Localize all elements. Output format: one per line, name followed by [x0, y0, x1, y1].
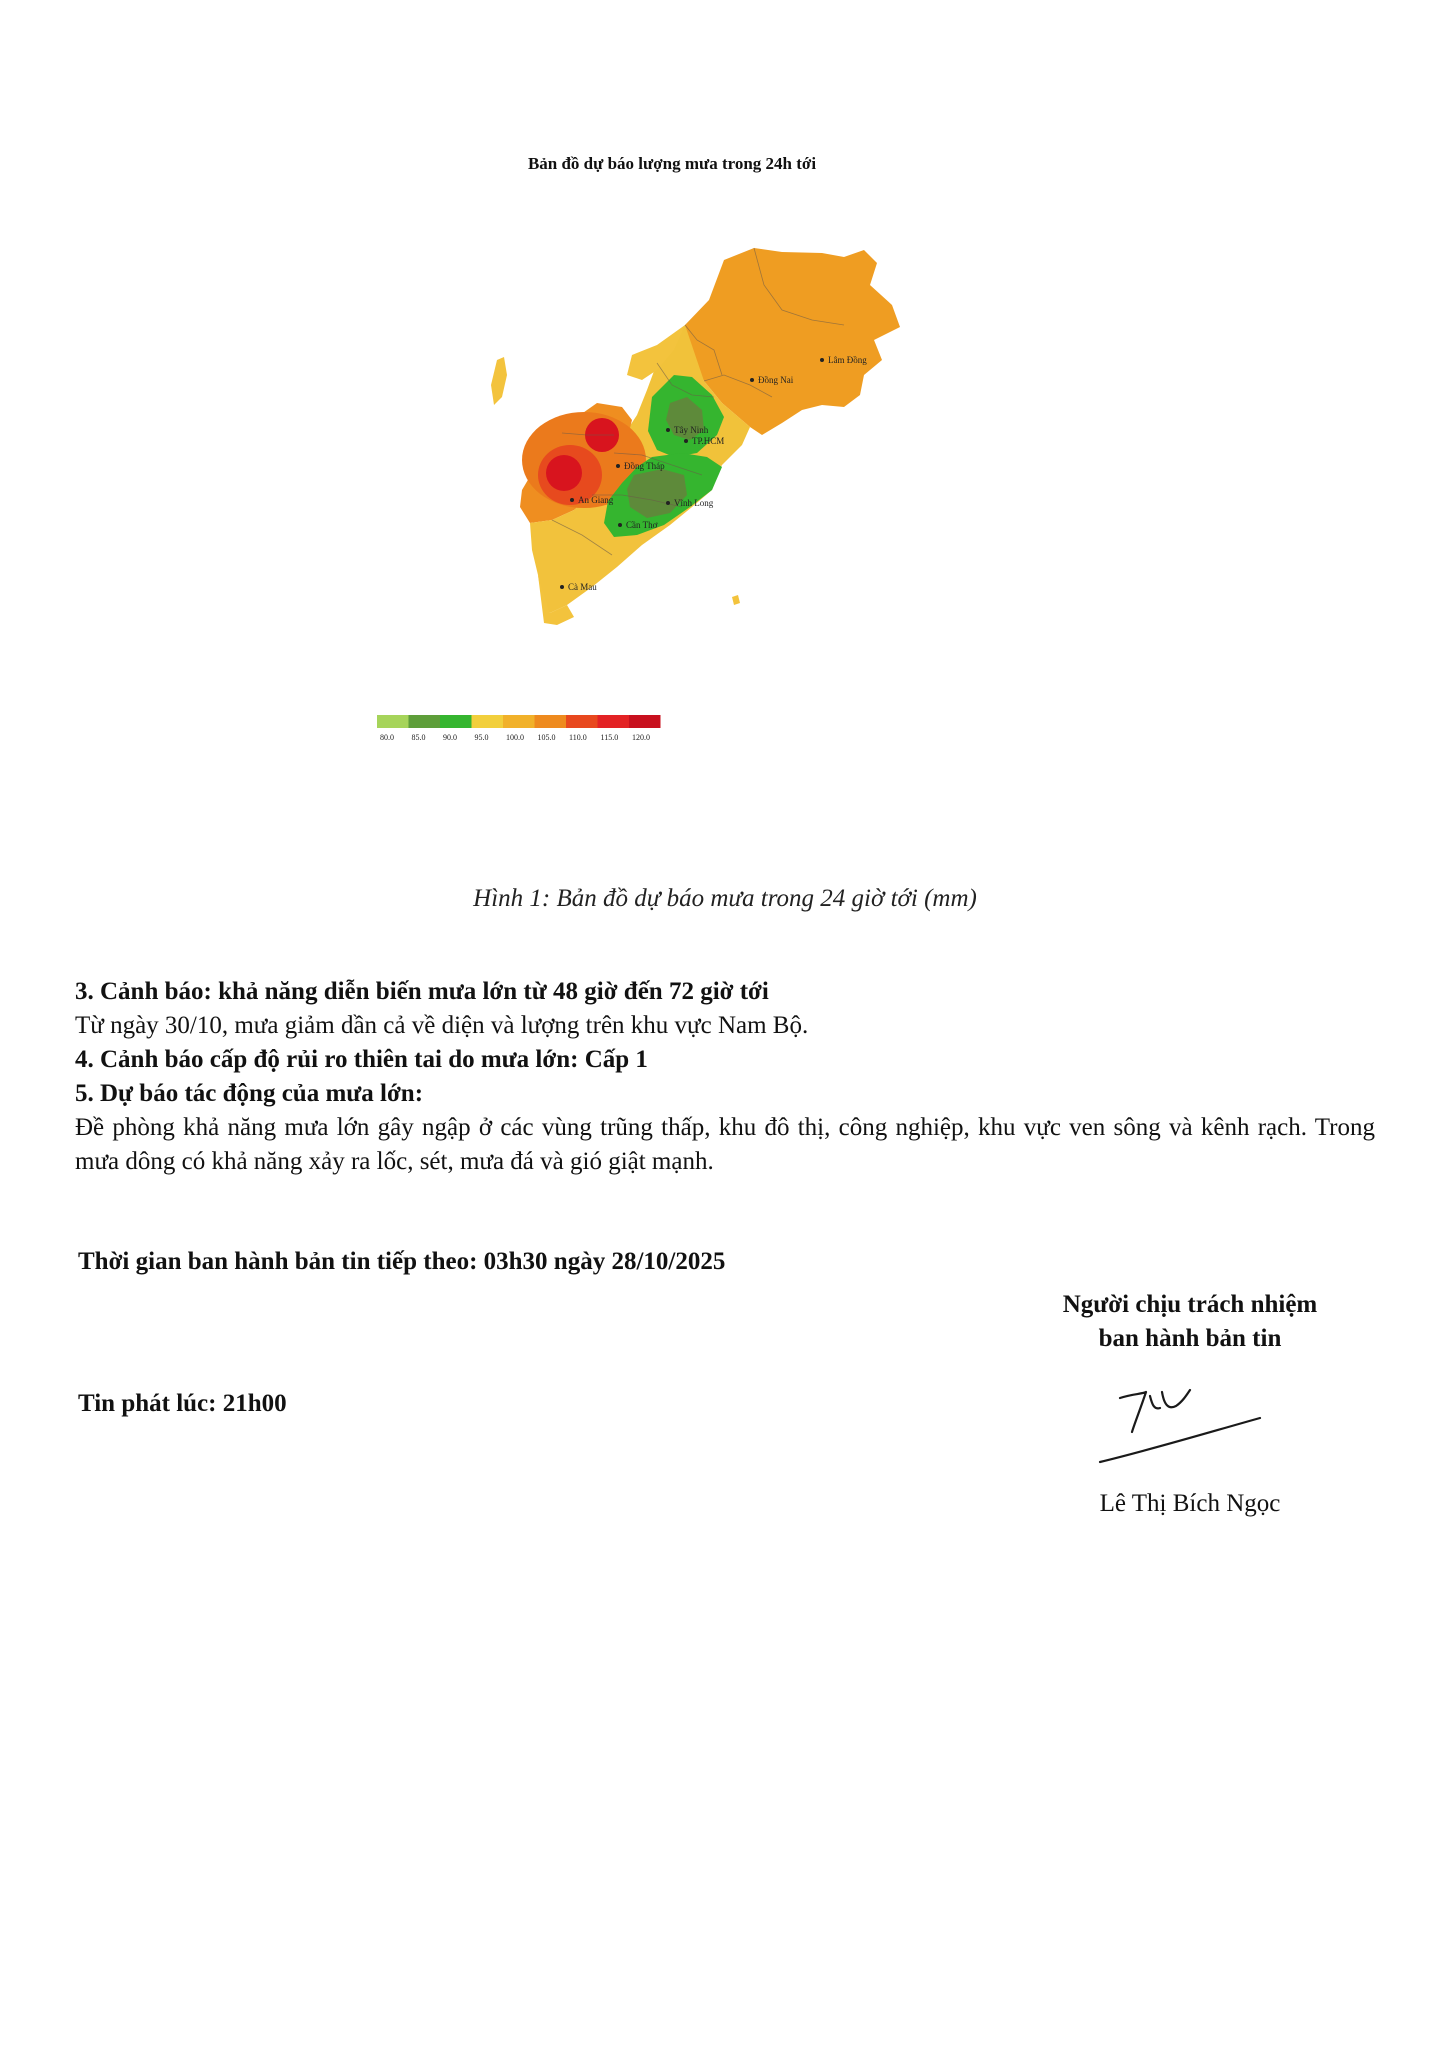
legend-tick-label: 80.0 — [380, 733, 394, 742]
label-ca-mau: Cà Mau — [568, 582, 597, 592]
island-con-dao — [732, 595, 740, 605]
legend-tick-label: 90.0 — [443, 733, 457, 742]
signer-name: Lê Thị Bích Ngọc — [1099, 1490, 1281, 1517]
label-tay-ninh: Tây Ninh — [674, 425, 709, 435]
legend-swatch — [566, 715, 598, 728]
map-legend — [377, 715, 661, 742]
legend-swatch — [409, 715, 441, 728]
label-can-tho: Cần Thơ — [626, 520, 658, 530]
zone-red-an-giang — [546, 455, 582, 491]
bulletin-body — [75, 975, 1375, 1179]
legend-swatch — [535, 715, 567, 728]
legend-tick-label: 100.0 — [506, 733, 524, 742]
legend-tick-label: 120.0 — [632, 733, 650, 742]
legend-tick-label: 85.0 — [411, 733, 426, 742]
label-tphcm: TP.HCM — [692, 436, 725, 446]
legend-tick-label: 115.0 — [600, 733, 619, 742]
rainfall-forecast-figure — [352, 135, 1092, 875]
next-issue-time: Thời gian ban hành bản tin tiếp theo: 03h30 ngày 28/10/2025 — [78, 1248, 726, 1275]
responsible-title — [1010, 1288, 1370, 1356]
label-dong-nai: Đồng Nai — [758, 375, 794, 385]
section3-heading: 3. Cảnh báo: khả năng diễn biến mưa lớn từ 48 giờ đến 72 giờ tới — [75, 978, 769, 1005]
handwritten-signature — [1080, 1370, 1310, 1480]
legend-swatch — [598, 715, 630, 728]
figure-caption: Hình 1: Bản đồ dự báo mưa trong 24 giờ tới (mm) — [473, 885, 977, 912]
section3-text: Từ ngày 30/10, mưa giảm dần cả về diện và lượng trên khu vực Nam Bộ. — [75, 1012, 809, 1039]
legend-swatch — [377, 715, 409, 728]
legend-swatch — [629, 715, 661, 728]
legend-swatch — [472, 715, 504, 728]
section5-heading: 5. Dự báo tác động của mưa lớn: — [75, 1080, 424, 1107]
island-phu-quoc — [491, 357, 507, 405]
label-vinh-long: Vĩnh Long — [674, 498, 714, 508]
section4-heading: 4. Cảnh báo cấp độ rủi ro thiên tai do mưa lớn: Cấp 1 — [75, 1046, 648, 1073]
label-an-giang: An Giang — [578, 495, 614, 505]
legend-tick-label: 110.0 — [569, 733, 587, 742]
rainfall-map — [352, 135, 1092, 875]
legend-tick-label: 95.0 — [474, 733, 489, 742]
legend-swatch — [503, 715, 535, 728]
responsible-line1: Người chịu trách nhiệm — [1062, 1291, 1318, 1318]
section5-text: Đề phòng khả năng mưa lớn gây ngập ở các vùng trũng thấp, khu đô thị, công nghiệp, khu vực ven sông và kênh rạch. Trong mưa dông có khả năng xảy ra lốc, sét, mưa đá và gió giật mạnh. — [75, 1114, 1375, 1175]
label-dong-thap: Đồng Tháp — [624, 461, 665, 471]
responsible-line2: ban hành bản tin — [1098, 1325, 1282, 1352]
map-title: Bản đồ dự báo lượng mưa trong 24h tới — [527, 154, 817, 173]
legend-swatch — [440, 715, 472, 728]
legend-tick-label: 105.0 — [537, 733, 556, 742]
label-lam-dong: Lâm Đồng — [828, 355, 867, 365]
issued-time: Tin phát lúc: 21h00 — [78, 1390, 287, 1417]
